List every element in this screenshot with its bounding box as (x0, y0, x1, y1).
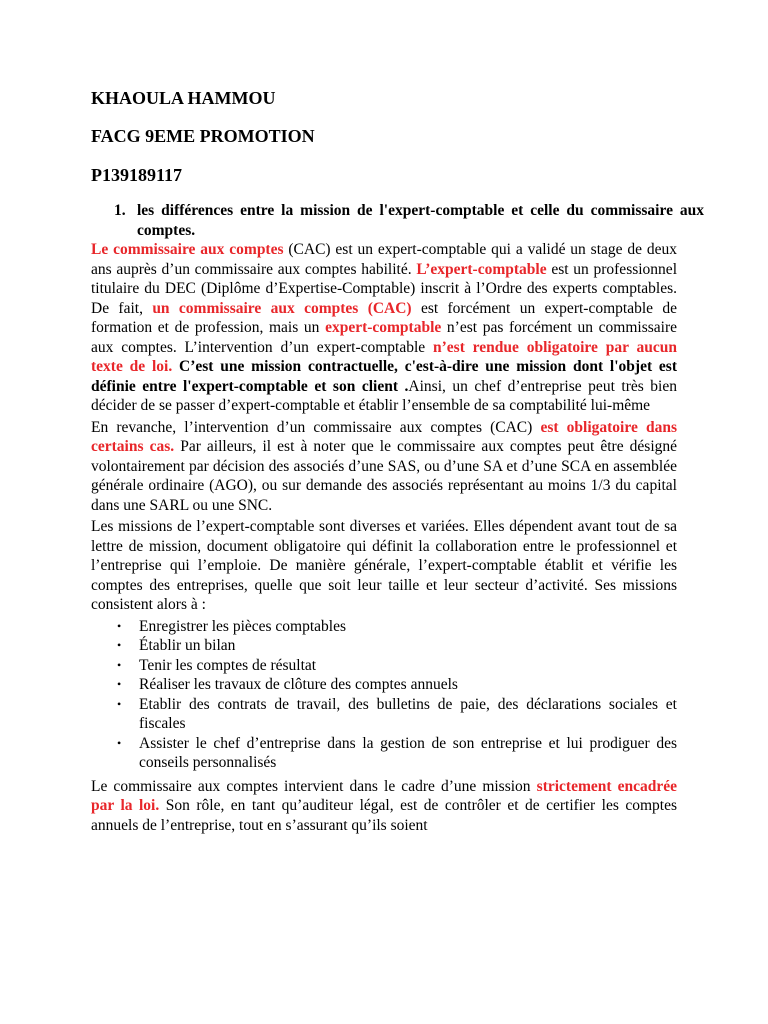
question-number: 1. (114, 202, 126, 219)
emphasis-text: est obligatoire dans certains cas. (91, 418, 677, 455)
emphasis-text: expert-comptable (325, 319, 442, 336)
body-text: Le commissaire aux comptes intervient dans le cadre d’une mission (91, 777, 537, 795)
list-item (91, 636, 677, 656)
emphasis-text: un commissaire aux comptes (CAC) (152, 299, 412, 317)
bullet-icon: • (117, 696, 122, 711)
list-item (91, 656, 677, 676)
bold-text: C’est une mission contractuelle, c'est-à-dire une mission dont l'objet est définie entre l'expert-comptable et son client . (91, 358, 678, 395)
question-1 (114, 201, 704, 240)
body-text: n’est pas forcément un commissaire aux comptes. L’intervention d’un expert-comptable (91, 319, 677, 356)
list-item-text: Tenir les comptes de résultat (139, 656, 317, 674)
list-item-text: Réaliser les travaux de clôture des comptes annuels (139, 676, 458, 693)
list-item (91, 734, 677, 773)
question-text: les différences entre la mission de l'expert-comptable et celle du commissaire aux comptes. (137, 202, 704, 239)
document-body (91, 240, 677, 837)
emphasis-text: L’expert-comptable (416, 260, 547, 278)
student-id: P139189117 (91, 165, 183, 185)
list-item-text: Assister le chef d’entreprise dans la gestion de son entreprise et lui prodiguer des conseils personnalisés (139, 734, 677, 771)
body-text: Son rôle, en tant qu’auditeur légal, est de contrôler et de certifier les comptes annuels de l’entreprise, tout en s’assurant qu’ils soient (91, 797, 678, 834)
list-item (91, 617, 677, 637)
paragraph-4 (91, 777, 677, 836)
body-text: est un professionnel titulaire du DEC (Diplôme d’Expertise-Comptable) inscrit à l’Ordre des experts comptables. De fait, (91, 260, 677, 317)
body-text: (CAC) est un expert-comptable qui a validé un stage de deux ans auprès d’un commissaire aux comptes habilité. (91, 241, 677, 278)
bullet-icon: • (117, 657, 122, 672)
list-item-text: Enregistrer les pièces comptables (139, 617, 347, 635)
list-item (91, 675, 677, 695)
emphasis-text: n’est rendue obligatoire par aucun texte de loi. (91, 338, 678, 375)
bullet-icon: • (117, 638, 122, 652)
list-item-text: Établir un bilan (139, 637, 236, 654)
bullet-icon: • (117, 618, 122, 633)
emphasis-text: Le commissaire aux comptes (91, 241, 284, 258)
paragraph-1 (91, 240, 677, 416)
list-item (91, 695, 677, 734)
paragraph-2 (91, 418, 677, 516)
paragraph-3: Les missions de l’expert-comptable sont diverses et variées. Elles dépendent avant tout de sa lettre de mission, document obligatoire qui définit la collaboration entre le professionnel et l’entreprise qui l’emploie. De manière générale, l’expert-comptable établit et vérifie les comptes des entreprises, quelle que soit leur taille et leur secteur d’activité. Ses missions consistent alors à : (91, 518, 677, 613)
program-title: FACG 9EME PROMOTION (91, 126, 315, 146)
body-text: Par ailleurs, il est à noter que le commissaire aux comptes peut être désigné volontairement par décision des associés d’une SAS, ou d’une SA et d’une SCA en assemblée générale ordinaire (AGO), ou sur demande des associés représentant au moins 1/3 du capital dans une SARL ou une SNC. (91, 438, 678, 514)
author-name: KHAOULA HAMMOU (91, 88, 276, 108)
body-text: est forcément un expert-comptable de formation et de profession, mais un (91, 299, 677, 336)
bullet-icon: • (117, 735, 122, 750)
missions-list (91, 617, 677, 773)
body-text: Ainsi, un chef d’entreprise peut très bien décider de se passer d’expert-comptable et établir l’ensemble de sa comptabilité lui-même (91, 377, 677, 414)
emphasis-text: strictement encadrée par la loi. (91, 777, 678, 814)
bullet-icon: • (117, 677, 122, 691)
body-text: En revanche, l’intervention d’un commissaire aux comptes (CAC) (91, 418, 541, 436)
list-item-text: Etablir des contrats de travail, des bulletins de paie, des déclarations sociales et fiscales (139, 695, 677, 732)
